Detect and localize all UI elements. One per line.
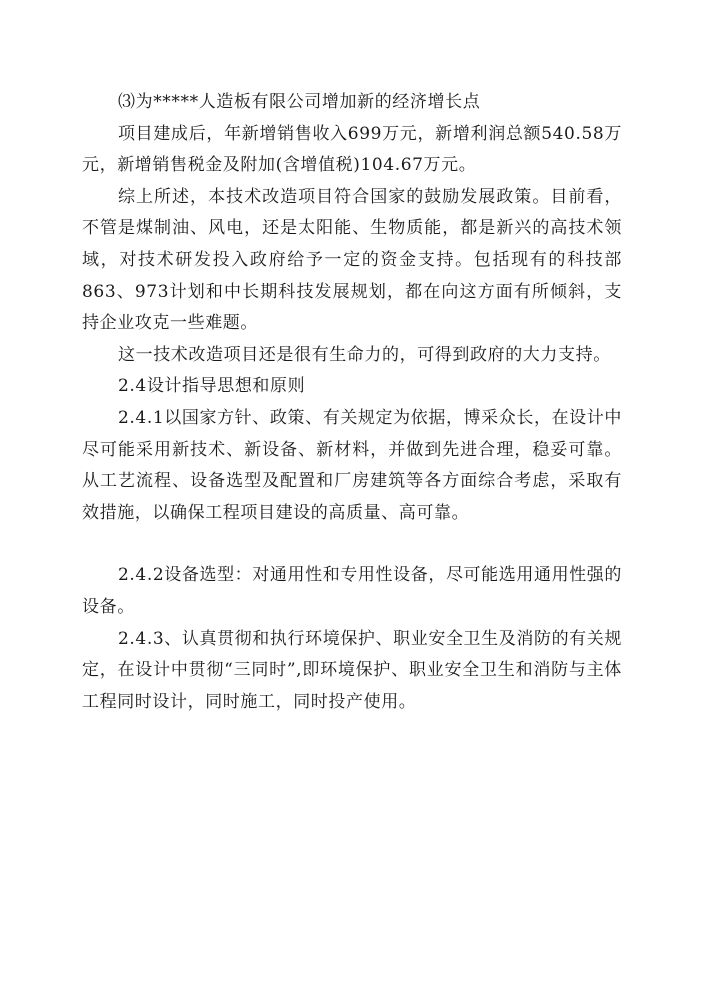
document-body [82, 87, 622, 718]
paragraph-2-4-2: 2.4.2设备选型：对通用性和专用性设备，尽可能选用通用性强的设备。 [82, 565, 622, 617]
paragraph-2-4-3: 2.4.3、认真贯彻和执行环境保护、职业安全卫生及消防的有关规定，在设计中贯彻“三同时”,即环境保护、职业安全卫生和消防与主体工程同时设计，同时施工，同时投产使用。 [82, 628, 622, 712]
paragraph-vitality: 这一技术改造项目还是很有生命力的，可得到政府的大力支持。 [118, 344, 611, 365]
paragraph-economic-growth-heading: ⑶为*****人造板有限公司增加新的经济增长点 [118, 92, 481, 112]
paragraph-summary: 综上所述，本技术改造项目符合国家的鼓励发展政策。目前看，不管是煤制油、风电，还是太阳能、生物质能，都是新兴的高技术领域，对技术研发投入政府给予一定的资金支持。包括现有的科技部863、973计划和中长期科技发展规划，都在向这方面有所倾斜，支持企业攻克一些难题。 [82, 186, 622, 334]
paragraph-spacer [82, 529, 622, 560]
section-heading-2-4: 2.4设计指导思想和原则 [118, 376, 306, 397]
paragraph-revenue: 项目建成后，年新增销售收入699万元，新增利润总额540.58万元，新增销售税金及附加(含增值税)104.67万元。 [82, 123, 622, 176]
paragraph-2-4-1: 2.4.1以国家方针、政策、有关规定为依据，博采众长，在设计中尽可能采用新技术、新设备、新材料，并做到先进合理，稳妥可靠。从工艺流程、设备选型及配置和厂房建筑等各方面综合考虑，采取有效措施，以确保工程项目建设的高质量、高可靠。 [82, 407, 622, 523]
